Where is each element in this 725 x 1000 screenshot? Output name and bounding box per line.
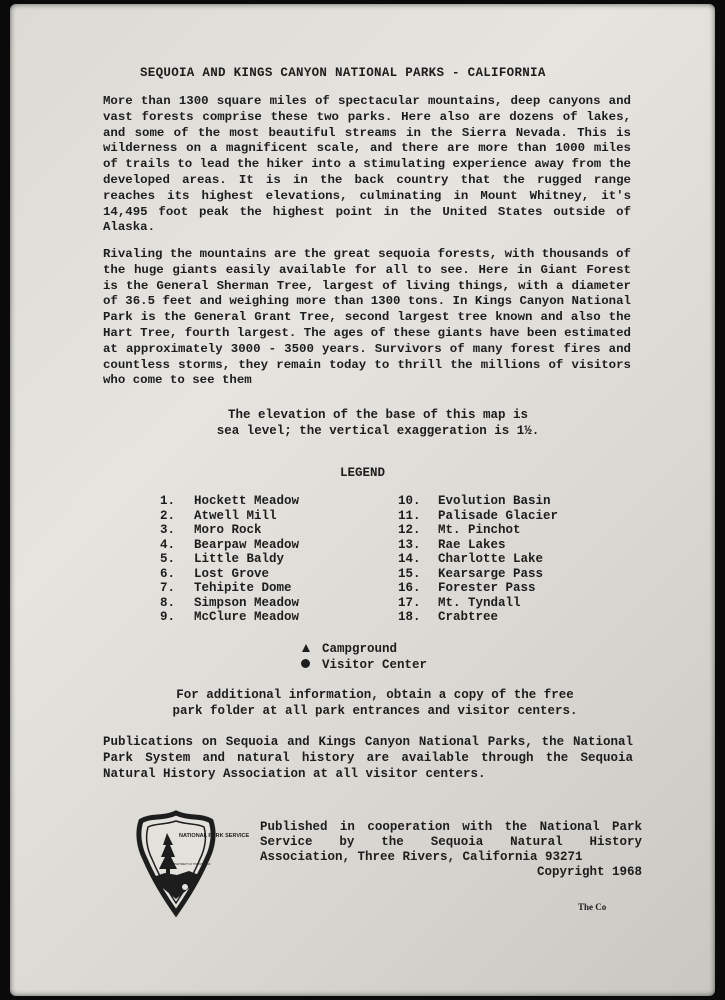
- printer-mark: [578, 902, 648, 918]
- elevation-line-2: sea level; the vertical exaggeration is 1½.: [216, 424, 540, 438]
- legend-name: Mt. Tyndall: [438, 595, 521, 610]
- legend-list-left: [160, 494, 299, 625]
- legend-number: 8.: [160, 595, 176, 610]
- info-line-1: For additional information, obtain a copy of the free: [176, 688, 574, 702]
- legend-item: [160, 538, 299, 553]
- page-title: SEQUOIA AND KINGS CANYON NATIONAL PARKS - CALIFORNIA: [140, 66, 546, 80]
- legend-number: 12.: [398, 523, 421, 537]
- legend-name: Forester Pass: [438, 581, 536, 595]
- legend-name: Moro Rock: [194, 523, 262, 537]
- legend-item: [398, 581, 558, 596]
- legend-item: [160, 581, 299, 596]
- elevation-note: [188, 407, 568, 439]
- legend-number: 10.: [398, 494, 421, 508]
- legend-item: [398, 523, 558, 538]
- campground-label: Campground: [322, 642, 398, 656]
- legend-number: 7.: [160, 581, 176, 595]
- legend-item: [160, 509, 299, 524]
- legend-item: [160, 596, 299, 611]
- legend-name: Bearpaw Meadow: [194, 537, 300, 552]
- legend-number: 15.: [398, 566, 421, 581]
- copyright: Copyright 1968: [536, 865, 642, 879]
- legend-name: Charlotte Lake: [438, 552, 544, 566]
- sequoia-paragraph: Rivaling the mountains are the great sequoia forests, with thousands of the huge giants easily available for all to see. Here in Giant Forest is the General Sherman Tree, largest of living things, with a diameter of 36.5 feet and weighing more than 1300 tons. In Kings Canyon National Park is the General Grant Tree, second largest tree known and also the Hart Tree, fourth largest. The ages of these giants have been estimated at approximately 3000 - 3500 years. Survivors of many forest fires and countless storms, they remain today to thrill the millions of visitors who come to see them: [103, 247, 631, 388]
- legend-name: Tehipite Dome: [194, 581, 292, 595]
- legend-item: [398, 596, 558, 611]
- intro-paragraph: More than 1300 square miles of spectacular mountains, deep canyons and vast forests comprise these two parks. Here also are dozens of lakes, and some of the most beautiful streams in the Sierra Nevada. This is wilderness on a magnificent scale, and there are more than 1000 miles of trails to lead the hiker into a stimulating experience away from the developed areas. It is in the back country that the rugged range reaches its highest elevations, culminating in Mount Whitney, it's 14,495 foot peak the highest point in the United States outside of Alaska.: [103, 94, 631, 235]
- legend-number: 16.: [398, 581, 421, 595]
- logo-subtext: DEPARTMENT OF THE INTERIOR: [171, 863, 211, 866]
- triangle-icon: [300, 641, 322, 657]
- legend-number: 18.: [398, 610, 421, 624]
- legend-name: Kearsarge Pass: [438, 566, 544, 581]
- dot-icon: [300, 657, 322, 673]
- legend-number: 14.: [398, 552, 421, 566]
- publications-paragraph: Publications on Sequoia and Kings Canyon National Parks, the National Park System and natural history are available through the Sequoia Natural History Association at all visitor centers.: [103, 735, 633, 781]
- legend-number: 5.: [160, 552, 176, 566]
- visitor-center-symbol-row: [300, 657, 427, 673]
- legend-number: 11.: [398, 508, 421, 523]
- printer-mark-text: The Co: [578, 902, 607, 912]
- legend-number: 1.: [160, 494, 176, 508]
- legend-name: Rae Lakes: [438, 537, 506, 552]
- legend-item: [398, 610, 558, 625]
- arrowhead-logo: [133, 811, 250, 915]
- elevation-line-1: The elevation of the base of this map is: [227, 408, 529, 422]
- legend-item: [160, 494, 299, 509]
- legend-item: [398, 494, 558, 509]
- legend-number: 4.: [160, 537, 176, 552]
- legend-item: [160, 523, 299, 538]
- legend-number: 2.: [160, 508, 176, 523]
- legend-item: [398, 538, 558, 553]
- map-symbols: [300, 641, 427, 673]
- legend-name: McClure Meadow: [194, 610, 300, 624]
- visitor-center-label: Visitor Center: [322, 658, 428, 672]
- info-line-2: park folder at all park entrances and visitor centers.: [172, 704, 578, 718]
- legend-name: Mt. Pinchot: [438, 523, 521, 537]
- legend-number: 9.: [160, 610, 176, 624]
- legend-name: Crabtree: [438, 610, 499, 624]
- legend-name: Evolution Basin: [438, 494, 551, 508]
- legend-name: Palisade Glacier: [438, 508, 559, 523]
- legend-item: [398, 552, 558, 567]
- legend-name: Hockett Meadow: [194, 494, 300, 508]
- legend-item: [398, 567, 558, 582]
- legend-title: LEGEND: [340, 466, 386, 480]
- legend-name: Atwell Mill: [194, 508, 277, 523]
- legend-item: [160, 610, 299, 625]
- document-page: [10, 4, 715, 996]
- legend-item: [160, 567, 299, 582]
- legend-number: 3.: [160, 523, 176, 537]
- cooperation-note: Published in cooperation with the National Park Service by the Sequoia Natural History Association, Three Rivers, California 93271: [260, 820, 642, 864]
- legend-number: 17.: [398, 595, 421, 610]
- campground-symbol-row: [300, 641, 427, 657]
- legend-name: Simpson Meadow: [194, 595, 300, 610]
- additional-info: [135, 687, 615, 719]
- logo-text: NATIONAL PARK SERVICE: [179, 833, 250, 839]
- legend-item: [160, 552, 299, 567]
- legend-name: Lost Grove: [194, 566, 270, 581]
- legend-list-right: [398, 494, 558, 625]
- legend-number: 6.: [160, 566, 176, 581]
- legend-number: 13.: [398, 537, 421, 552]
- legend-item: [398, 509, 558, 524]
- legend-name: Little Baldy: [194, 552, 285, 566]
